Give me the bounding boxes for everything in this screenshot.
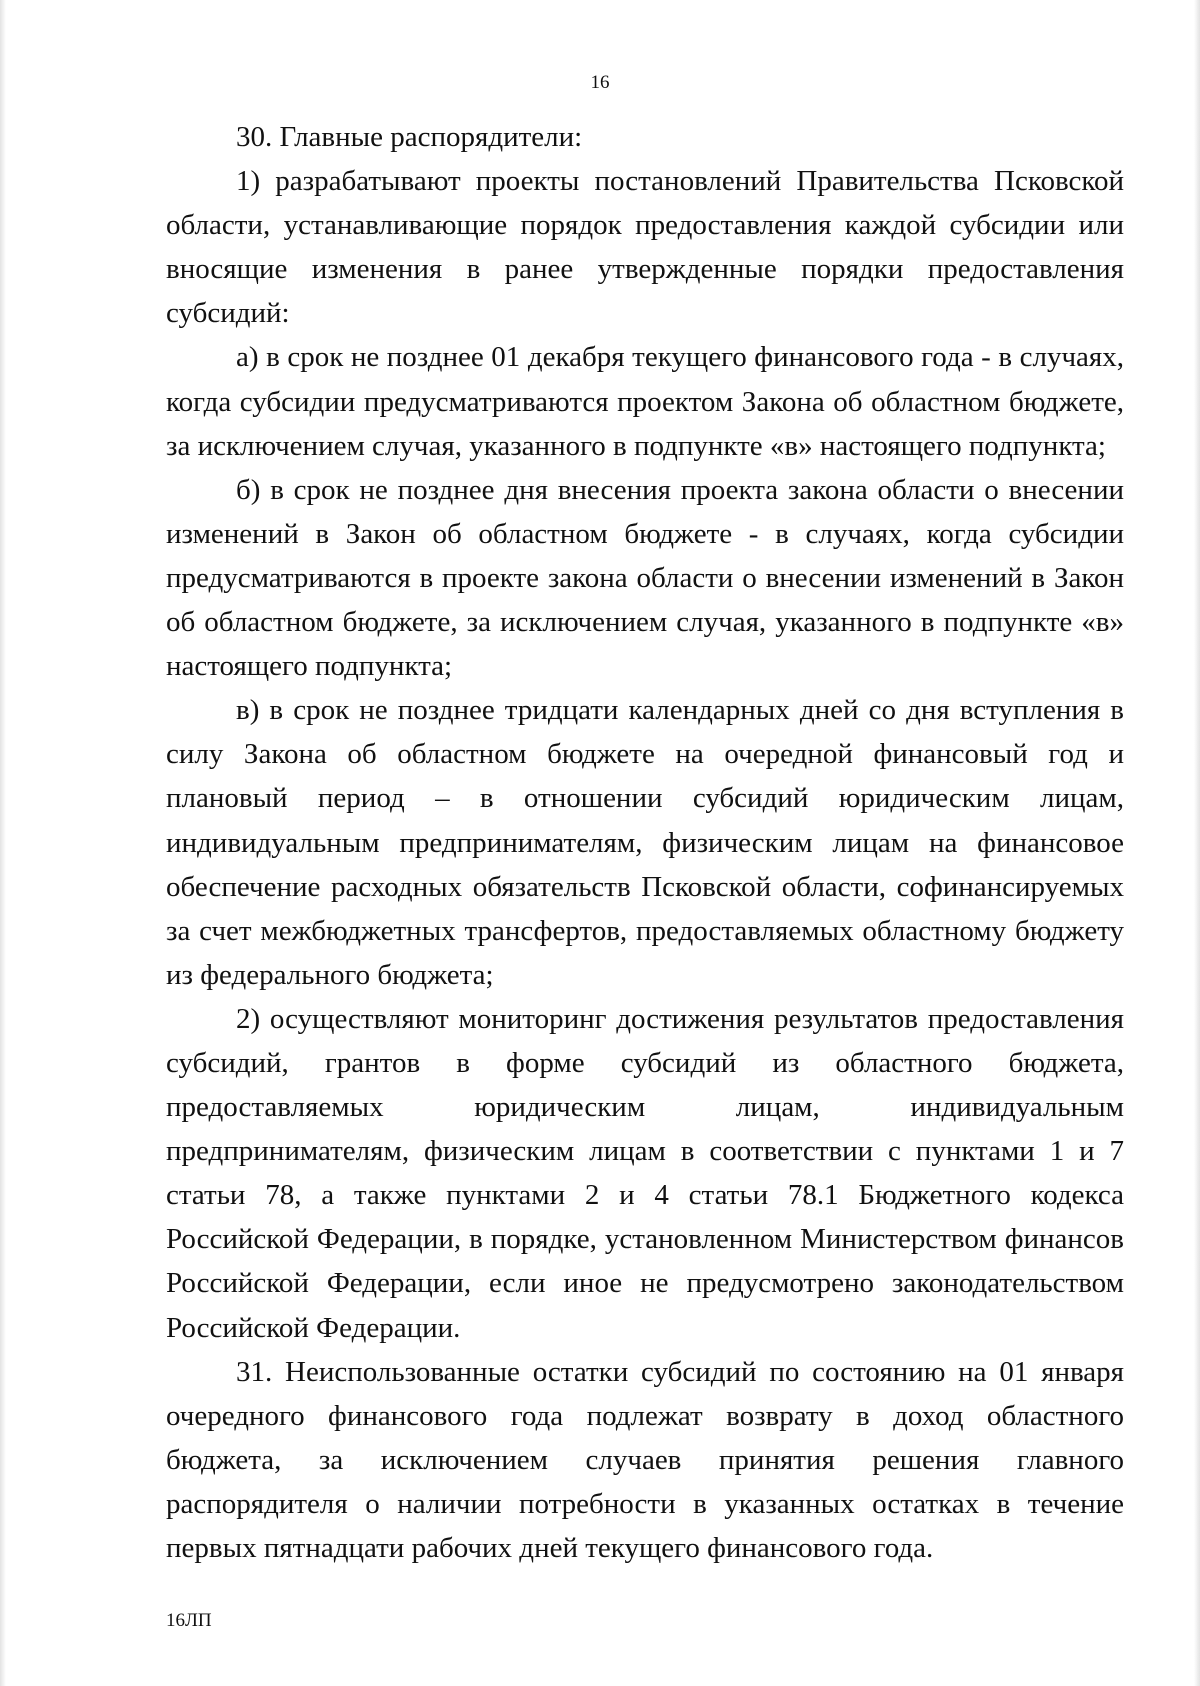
paragraph-30-heading: 30. Главные распорядители: [236, 121, 583, 153]
footer-code: 16ЛП [166, 1610, 212, 1631]
scan-edge-left [0, 0, 6, 1686]
page-number: 16 [590, 72, 610, 93]
paragraph-30-item-1: 1) разрабатывают проекты постановлений Правительства Псковской области, устанавливающие порядок предоставления каждой субсидии или вносящие изменения в ранее утвержденные порядки предоставления субсидий: [166, 165, 1124, 330]
scan-edge-right [1194, 0, 1200, 1686]
paragraph-30-subitem-v: в) в срок не позднее тридцати календарных дней со дня вступления в силу Закона об областном бюджете на очередной финансовый год и плановый период – в отношении субсидий юридическим лицам, индивидуальным предпринимателям, физическим лицам на финансовое обеспечение расходных обязательств Псковской области, софинансируемых за счет межбюджетных трансфертов, предоставляемых областному бюджету из федерального бюджета; [166, 694, 1124, 991]
paragraph-30-subitem-a: а) в срок не позднее 01 декабря текущего финансового года - в случаях, когда субсидии предусматриваются проектом Закона об областном бюджете, за исключением случая, указанного в подпункте «в» настоящего подпункта; [166, 341, 1124, 462]
paragraph-31: 31. Неиспользованные остатки субсидий по состоянию на 01 января очередного финансового года подлежат возврату в доход областного бюджета, за исключением случаев принятия решения главного распорядителя о наличии потребности в указанных остатках в течение первых пятнадцати рабочих дней текущего финансового года. [166, 1355, 1124, 1564]
paragraph-30-item-2: 2) осуществляют мониторинг достижения результатов предоставления субсидий, грантов в форме субсидий из областного бюджета, предоставляемых юридическим лицам, индивидуальным предпринимателям, физическим лицам в соответствии с пунктами 1 и 7 статьи 78, а также пунктами 2 и 4 статьи 78.1 Бюджетного кодекса Российской Федерации, в порядке, установленном Министерством финансов Российской Федерации, если иное не предусмотрено законодательством Российской Федерации. [166, 1002, 1124, 1344]
paragraph-30-subitem-b: б) в срок не позднее дня внесения проекта закона области о внесении изменений в Закон об областном бюджете - в случаях, когда субсидии предусматриваются в проекте закона области о внесении изменений в Закон об областном бюджете, за исключением случая, указанного в подпункте «в» настоящего подпункта; [166, 473, 1124, 683]
document-body [166, 115, 1124, 1570]
